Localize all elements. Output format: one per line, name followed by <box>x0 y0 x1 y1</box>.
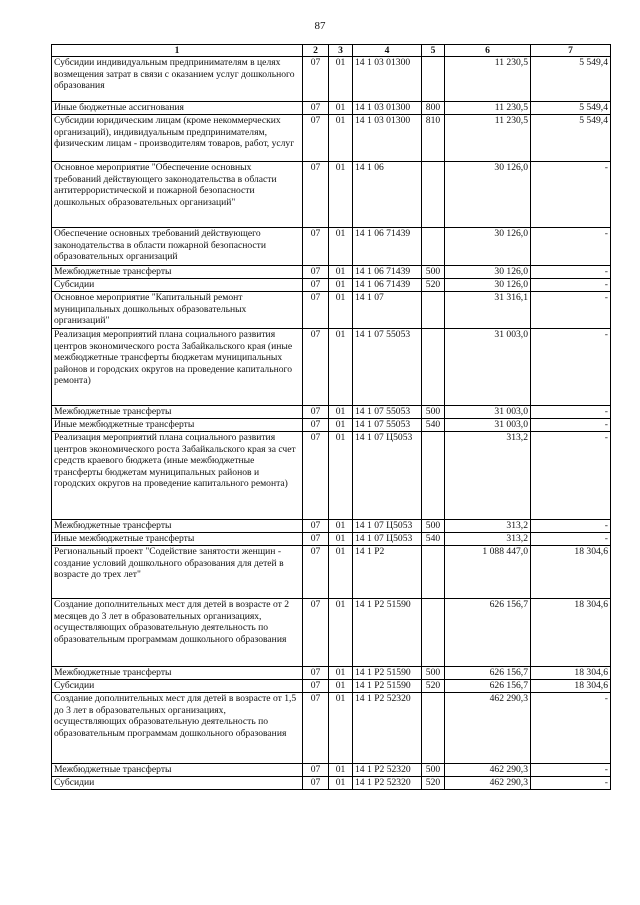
row-subsection: 01 <box>329 693 353 764</box>
row-expense-type <box>422 292 445 329</box>
table-row <box>52 292 611 329</box>
row-expense-type: 520 <box>422 680 445 693</box>
header-col-3: 3 <box>329 45 353 57</box>
row-amount-2: - <box>531 406 611 419</box>
row-name: Создание дополнительных мест для детей в возрасте от 2 месяцев до 3 лет в образовательных организациях, осуществляющих образовательную деятельность по образовательным программам дошкольного образования <box>52 599 303 667</box>
row-section: 07 <box>303 599 329 667</box>
row-amount-1: 31 003,0 <box>445 406 531 419</box>
row-section: 07 <box>303 115 329 162</box>
row-expense-type: 520 <box>422 279 445 292</box>
row-amount-1: 30 126,0 <box>445 162 531 228</box>
table-row <box>52 693 611 764</box>
header-row <box>52 45 611 57</box>
row-subsection: 01 <box>329 329 353 406</box>
row-subsection: 01 <box>329 599 353 667</box>
row-amount-1: 313,2 <box>445 533 531 546</box>
table-row <box>52 432 611 520</box>
row-section: 07 <box>303 162 329 228</box>
row-target-code: 14 1 07 Ц5053 <box>353 432 422 520</box>
row-amount-2: 18 304,6 <box>531 680 611 693</box>
row-section: 07 <box>303 266 329 279</box>
row-amount-1: 31 316,1 <box>445 292 531 329</box>
row-expense-type: 520 <box>422 777 445 790</box>
row-expense-type: 810 <box>422 115 445 162</box>
row-amount-2: 5 549,4 <box>531 57 611 102</box>
row-section: 07 <box>303 228 329 266</box>
row-amount-2: - <box>531 329 611 406</box>
row-name: Межбюджетные трансферты <box>52 266 303 279</box>
table-row <box>52 329 611 406</box>
table-row <box>52 764 611 777</box>
row-expense-type <box>422 162 445 228</box>
table-row <box>52 520 611 533</box>
row-name: Субсидии юридическим лицам (кроме некоммерческих организаций), индивидуальным предпринимателям, физическим лицам - производителям товаров, работ, услуг <box>52 115 303 162</box>
row-amount-1: 626 156,7 <box>445 599 531 667</box>
row-subsection: 01 <box>329 419 353 432</box>
page-number: 87 <box>314 20 326 32</box>
row-amount-2: 5 549,4 <box>531 115 611 162</box>
table-row <box>52 102 611 115</box>
row-section: 07 <box>303 102 329 115</box>
row-expense-type <box>422 693 445 764</box>
table-row <box>52 533 611 546</box>
row-section: 07 <box>303 533 329 546</box>
row-amount-2: - <box>531 533 611 546</box>
row-name: Субсидии <box>52 279 303 292</box>
row-target-code: 14 1 P2 51590 <box>353 667 422 680</box>
row-expense-type: 500 <box>422 266 445 279</box>
row-expense-type <box>422 432 445 520</box>
table-row <box>52 546 611 599</box>
row-expense-type <box>422 57 445 102</box>
table-row <box>52 57 611 102</box>
row-target-code: 14 1 03 01300 <box>353 102 422 115</box>
row-amount-1: 11 230,5 <box>445 102 531 115</box>
row-name: Межбюджетные трансферты <box>52 667 303 680</box>
row-name: Реализация мероприятий плана социального развития центров экономического роста Забайкальского края (иные межбюджетные трансферты бюджетам муниципальных районов и городских округов на проведение капитального ремонта) <box>52 329 303 406</box>
row-amount-1: 11 230,5 <box>445 57 531 102</box>
row-name: Иные межбюджетные трансферты <box>52 533 303 546</box>
row-amount-2: 18 304,6 <box>531 667 611 680</box>
row-name: Межбюджетные трансферты <box>52 764 303 777</box>
row-target-code: 14 1 P2 <box>353 546 422 599</box>
row-name: Субсидии <box>52 680 303 693</box>
row-amount-2: 18 304,6 <box>531 599 611 667</box>
row-amount-1: 462 290,3 <box>445 693 531 764</box>
row-amount-1: 30 126,0 <box>445 266 531 279</box>
row-amount-2: - <box>531 419 611 432</box>
row-amount-1: 11 230,5 <box>445 115 531 162</box>
row-target-code: 14 1 07 Ц5053 <box>353 520 422 533</box>
table-row <box>52 162 611 228</box>
row-subsection: 01 <box>329 533 353 546</box>
table-row <box>52 228 611 266</box>
row-amount-2: - <box>531 764 611 777</box>
row-subsection: 01 <box>329 102 353 115</box>
row-section: 07 <box>303 406 329 419</box>
row-name: Межбюджетные трансферты <box>52 406 303 419</box>
table-row <box>52 419 611 432</box>
table-row <box>52 599 611 667</box>
row-target-code: 14 1 07 Ц5053 <box>353 533 422 546</box>
budget-table <box>51 44 611 790</box>
row-amount-1: 462 290,3 <box>445 764 531 777</box>
row-section: 07 <box>303 419 329 432</box>
row-target-code: 14 1 07 55053 <box>353 406 422 419</box>
row-name: Иные межбюджетные трансферты <box>52 419 303 432</box>
row-name: Субсидии <box>52 777 303 790</box>
row-amount-2: - <box>531 279 611 292</box>
row-subsection: 01 <box>329 57 353 102</box>
row-section: 07 <box>303 546 329 599</box>
row-name: Создание дополнительных мест для детей в возрасте от 1,5 до 3 лет в образовательных организациях, осуществляющих образовательную деятельность по образовательным программам дошкольного образования <box>52 693 303 764</box>
row-section: 07 <box>303 680 329 693</box>
row-expense-type <box>422 599 445 667</box>
row-amount-1: 462 290,3 <box>445 777 531 790</box>
row-section: 07 <box>303 279 329 292</box>
row-name: Субсидии индивидуальным предпринимателям в целях возмещения затрат в связи с оказанием услуг дошкольного образования <box>52 57 303 102</box>
row-expense-type: 540 <box>422 533 445 546</box>
header-col-7: 7 <box>531 45 611 57</box>
row-subsection: 01 <box>329 520 353 533</box>
table-row <box>52 266 611 279</box>
row-target-code: 14 1 P2 52320 <box>353 693 422 764</box>
table-row <box>52 115 611 162</box>
row-amount-2: 18 304,6 <box>531 546 611 599</box>
table-row <box>52 680 611 693</box>
row-target-code: 14 1 07 55053 <box>353 329 422 406</box>
row-amount-1: 313,2 <box>445 432 531 520</box>
row-expense-type <box>422 329 445 406</box>
row-expense-type: 500 <box>422 406 445 419</box>
row-name: Межбюджетные трансферты <box>52 520 303 533</box>
row-amount-2: 5 549,4 <box>531 102 611 115</box>
row-subsection: 01 <box>329 279 353 292</box>
row-subsection: 01 <box>329 667 353 680</box>
row-section: 07 <box>303 329 329 406</box>
row-expense-type: 500 <box>422 764 445 777</box>
row-amount-1: 1 088 447,0 <box>445 546 531 599</box>
table-row <box>52 406 611 419</box>
row-section: 07 <box>303 667 329 680</box>
row-section: 07 <box>303 777 329 790</box>
row-subsection: 01 <box>329 162 353 228</box>
row-amount-1: 626 156,7 <box>445 680 531 693</box>
row-target-code: 14 1 P2 52320 <box>353 777 422 790</box>
row-amount-1: 30 126,0 <box>445 228 531 266</box>
row-subsection: 01 <box>329 546 353 599</box>
header-col-5: 5 <box>422 45 445 57</box>
row-subsection: 01 <box>329 777 353 790</box>
row-name: Обеспечение основных требований действующего законодательства в области пожарной безопасности образовательных организаций <box>52 228 303 266</box>
header-col-2: 2 <box>303 45 329 57</box>
row-amount-1: 31 003,0 <box>445 329 531 406</box>
row-section: 07 <box>303 292 329 329</box>
row-subsection: 01 <box>329 228 353 266</box>
row-expense-type: 540 <box>422 419 445 432</box>
row-subsection: 01 <box>329 406 353 419</box>
table-row <box>52 667 611 680</box>
row-name: Реализация мероприятий плана социального развития центров экономического роста Забайкальского края за счет средств краевого бюджета (иные межбюджетные трансферты бюджетам муниципальных районов и городских округов на проведение капитального ремонта) <box>52 432 303 520</box>
row-expense-type <box>422 546 445 599</box>
row-target-code: 14 1 06 71439 <box>353 279 422 292</box>
row-amount-1: 626 156,7 <box>445 667 531 680</box>
row-target-code: 14 1 P2 51590 <box>353 599 422 667</box>
row-name: Иные бюджетные ассигнования <box>52 102 303 115</box>
header-col-4: 4 <box>353 45 422 57</box>
row-subsection: 01 <box>329 764 353 777</box>
table-row <box>52 279 611 292</box>
row-amount-1: 313,2 <box>445 520 531 533</box>
row-subsection: 01 <box>329 292 353 329</box>
row-name: Региональный проект "Содействие занятости женщин - создание условий дошкольного образования для детей в возрасте до трех лет" <box>52 546 303 599</box>
row-amount-2: - <box>531 292 611 329</box>
row-target-code: 14 1 P2 51590 <box>353 680 422 693</box>
row-subsection: 01 <box>329 680 353 693</box>
row-target-code: 14 1 07 <box>353 292 422 329</box>
row-amount-2: - <box>531 228 611 266</box>
row-name: Основное мероприятие "Капитальный ремонт муниципальных дошкольных образовательных организаций" <box>52 292 303 329</box>
row-target-code: 14 1 07 55053 <box>353 419 422 432</box>
row-target-code: 14 1 06 71439 <box>353 228 422 266</box>
row-amount-2: - <box>531 520 611 533</box>
row-amount-2: - <box>531 777 611 790</box>
row-section: 07 <box>303 520 329 533</box>
row-subsection: 01 <box>329 266 353 279</box>
row-name: Основное мероприятие "Обеспечение основных требований действующего законодательства в области антитеррористической и пожарной безопасности дошкольных образовательных организаций" <box>52 162 303 228</box>
row-amount-2: - <box>531 162 611 228</box>
row-target-code: 14 1 P2 52320 <box>353 764 422 777</box>
row-section: 07 <box>303 432 329 520</box>
row-expense-type: 500 <box>422 520 445 533</box>
row-expense-type <box>422 228 445 266</box>
row-subsection: 01 <box>329 432 353 520</box>
row-amount-2: - <box>531 432 611 520</box>
row-expense-type: 500 <box>422 667 445 680</box>
header-col-1: 1 <box>52 45 303 57</box>
row-subsection: 01 <box>329 115 353 162</box>
row-expense-type: 800 <box>422 102 445 115</box>
row-amount-1: 30 126,0 <box>445 279 531 292</box>
row-section: 07 <box>303 57 329 102</box>
row-target-code: 14 1 03 01300 <box>353 57 422 102</box>
header-col-6: 6 <box>445 45 531 57</box>
row-section: 07 <box>303 693 329 764</box>
row-target-code: 14 1 06 71439 <box>353 266 422 279</box>
row-amount-1: 31 003,0 <box>445 419 531 432</box>
row-amount-2: - <box>531 266 611 279</box>
row-amount-2: - <box>531 693 611 764</box>
row-target-code: 14 1 06 <box>353 162 422 228</box>
table-row <box>52 777 611 790</box>
row-section: 07 <box>303 764 329 777</box>
row-target-code: 14 1 03 01300 <box>353 115 422 162</box>
